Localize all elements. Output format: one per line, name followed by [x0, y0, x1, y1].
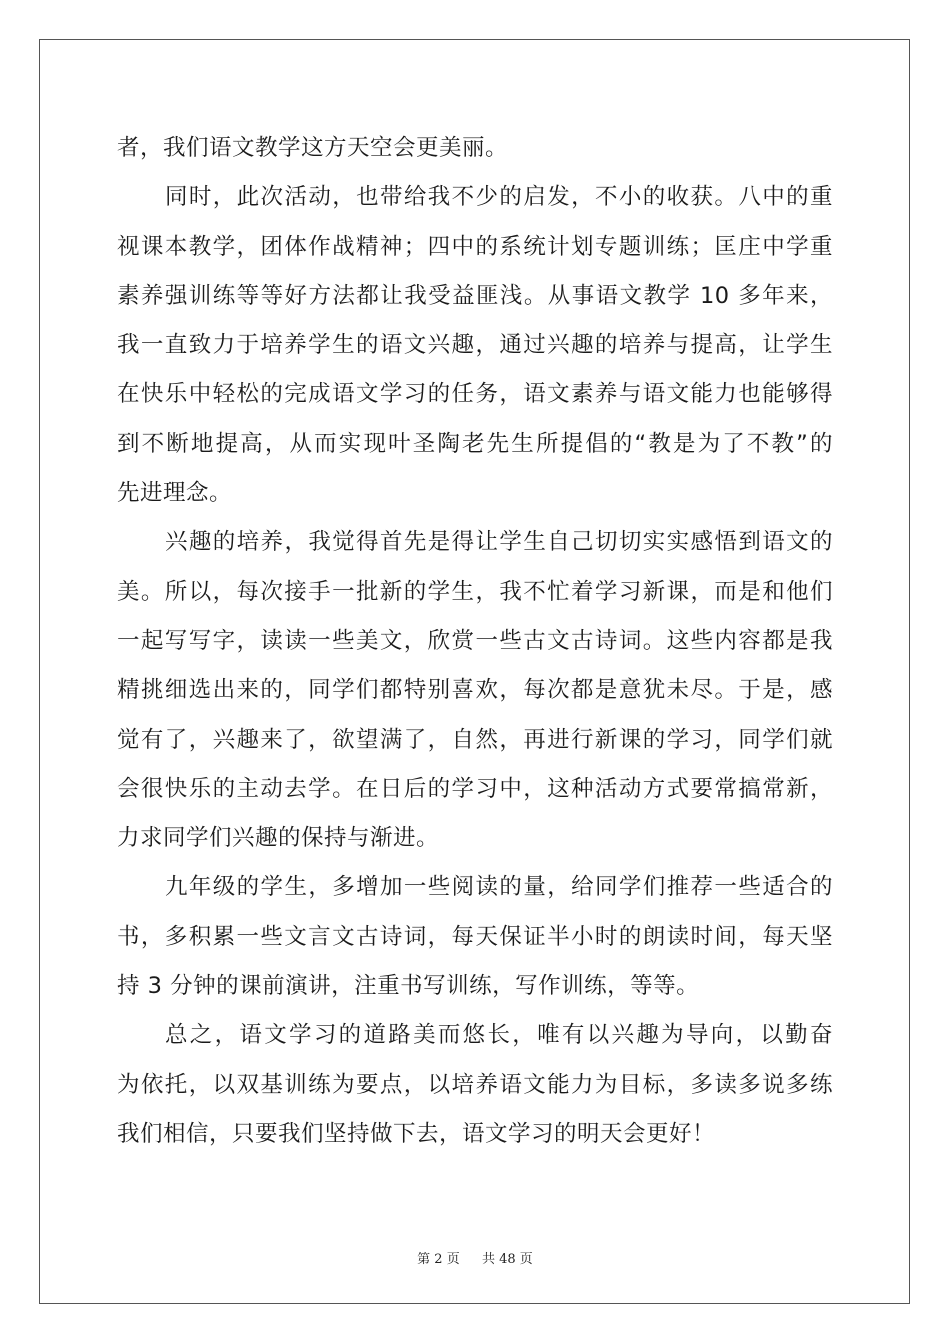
paragraph-start-line: 同时，此次活动，也带给我不少的启发，不小的收获。八中的重	[165, 184, 833, 211]
text-line: 力求同学们兴趣的保持与渐进。	[117, 825, 440, 852]
paragraph-start-line: 兴趣的培养，我觉得首先是得让学生自己切切实实感悟到语文的	[165, 529, 833, 556]
text-line: 会很快乐的主动去学。在日后的学习中，这种活动方式要常搞常新，	[117, 775, 833, 802]
text-line: 精挑细选出来的，同学们都特别喜欢，每次都是意犹未尽。于是，感	[117, 677, 833, 704]
text-line: 美。所以，每次接手一批新的学生，我不忙着学习新课，而是和他们	[117, 578, 833, 605]
text-line: 一起写写字，读读一些美文，欣赏一些古文古诗词。这些内容都是我	[117, 627, 833, 654]
text-line: 者，我们语文教学这方天空会更美丽。	[117, 135, 509, 161]
text-line: 先进理念。	[117, 480, 233, 507]
text-line: 书，多积累一些文言文古诗词，每天保证半小时的朗读时间，每天坚	[117, 923, 833, 950]
text-line: 视课本教学，团体作战精神；四中的系统计划专题训练；匡庄中学重	[117, 233, 833, 260]
text-line: 在快乐中轻松的完成语文学习的任务，语文素养与语文能力也能够得	[117, 381, 833, 408]
document-body	[117, 124, 833, 1159]
text-line: 素养强训练等等好方法都让我受益匪浅。从事语文教学 10 多年来，	[117, 282, 833, 309]
page-number: 第 2 页	[417, 1252, 460, 1267]
page-footer	[0, 1248, 950, 1267]
page-total: 共 48 页	[482, 1252, 533, 1267]
text-line: 为依托，以双基训练为要点，以培养语文能力为目标，多读多说多练	[117, 1071, 833, 1098]
text-line: 持 3 分钟的课前演讲，注重书写训练，写作训练，等等。	[117, 973, 700, 1000]
text-line: 到不断地提高，从而实现叶圣陶老先生所提倡的“教是为了不教”的	[117, 430, 833, 457]
text-line: 我们相信，只要我们坚持做下去，语文学习的明天会更好！	[117, 1120, 716, 1147]
text-line: 觉有了，兴趣来了，欲望满了，自然，再进行新课的学习，同学们就	[117, 726, 833, 753]
paragraph-start-line: 九年级的学生，多增加一些阅读的量，给同学们推荐一些适合的	[165, 874, 833, 901]
text-line: 我一直致力于培养学生的语文兴趣，通过兴趣的培养与提高，让学生	[117, 332, 833, 359]
paragraph-start-line: 总之，语文学习的道路美而悠长，唯有以兴趣为导向，以勤奋	[165, 1022, 833, 1049]
